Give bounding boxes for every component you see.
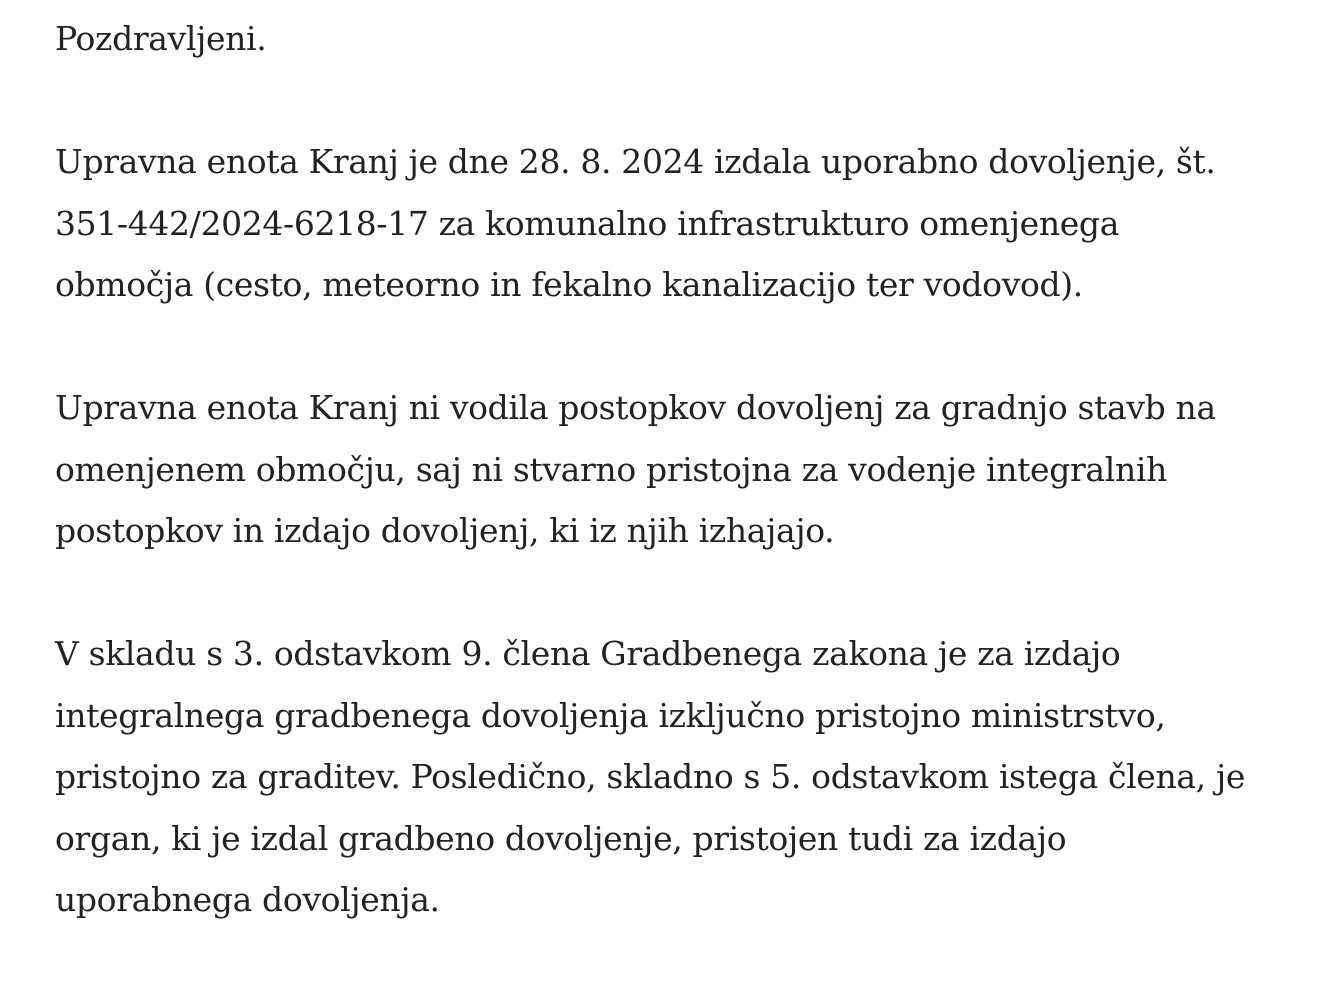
text-line: Upravna enota Kranj je dne 28. 8. 2024 izdala uporabno dovoljenje, št. (55, 142, 1216, 181)
text-line: organ, ki je izdal gradbeno dovoljenje, pristojen tudi za izdajo (55, 818, 1067, 858)
text-line: V skladu s 3. odstavkom 9. člena Gradbenega zakona je za izdajo (55, 634, 1121, 673)
document-body (55, 8, 1305, 992)
text-line: 351-442/2024-6218-17 za komunalno infrastrukturo omenjenega (55, 203, 1120, 243)
paragraph-jurisdiction (55, 377, 1305, 562)
greeting (55, 8, 1305, 70)
text-line: Pozdravljeni. (55, 19, 267, 58)
paragraph-usage-permit (55, 131, 1305, 316)
text-line: uporabnega dovoljenja. (55, 880, 440, 919)
text-line: pristojno za graditev. Posledično, skladno s 5. odstavkom istega člena, je (55, 757, 1246, 796)
text-line: omenjenem območju, saj ni stvarno pristojna za vodenje integralnih (55, 449, 1167, 489)
text-line: območja (cesto, meteorno in fekalno kanalizacijo ter vodovod). (55, 265, 1083, 304)
text-line: postopkov in izdajo dovoljenj, ki iz njih izhajajo. (55, 511, 835, 550)
text-line: integralnega gradbenega dovoljenja izključno pristojno ministrstvo, (55, 695, 1166, 735)
text-line: Upravna enota Kranj ni vodila postopkov dovoljenj za gradnjo stavb na (55, 388, 1216, 427)
paragraph-legal-basis (55, 623, 1305, 931)
